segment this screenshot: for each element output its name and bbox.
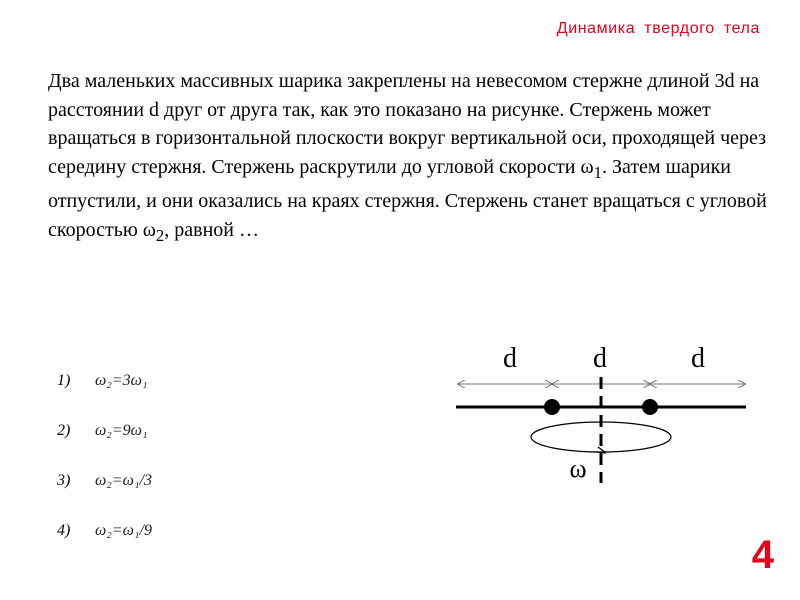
omega-subscript-1: 1 [593,162,602,182]
ball-left [544,399,560,415]
answer-option-2[interactable] [57,422,152,472]
ball-right [642,399,658,415]
answer-formula: ω₂=9ω₁ [95,422,148,439]
segment-label-left: d [503,343,517,374]
problem-text-part: Два маленьких массивных шарика закреплены на невесомом стержне длиной 3d на расстоянии d друг от друга так, как это показано на рисунке. Стержень может вращаться в горизонтальной плоскости вокруг вертикальной оси, проходящей через середину стержня. Стержень раскрутили до угловой скорости ω [48,70,767,178]
answer-option-1[interactable] [57,372,152,422]
answer-option-4[interactable] [57,522,152,572]
omega-subscript-2: 2 [155,225,165,245]
problem-text [48,67,768,251]
answer-formula: ω₂=3ω₁ [95,372,148,389]
rotation-arrowhead [596,447,606,453]
answer-number: 2) [57,422,71,439]
answer-list [57,372,152,572]
problem-text-part: , равной … [164,218,259,241]
answer-option-3[interactable] [57,472,152,522]
answer-formula: ω₂=ω₁/9 [95,522,152,539]
answer-number: 3) [57,472,71,489]
omega-label: ω [569,454,587,483]
segment-label-middle: d [593,343,607,374]
answer-number: 1) [57,372,71,389]
answer-number: 4) [57,522,71,539]
problem-text-part: . Затем шарики отпустили, и они оказались на краях стержня. Стержень станет вращаться с угловой скоростью ω [48,155,767,241]
answer-formula: ω₂=ω₁/3 [95,472,152,489]
topic-title: Динамика твердого тела [556,20,760,37]
rod-diagram [450,335,760,495]
slide-number: 4 [751,533,774,577]
segment-label-right: d [691,343,705,374]
